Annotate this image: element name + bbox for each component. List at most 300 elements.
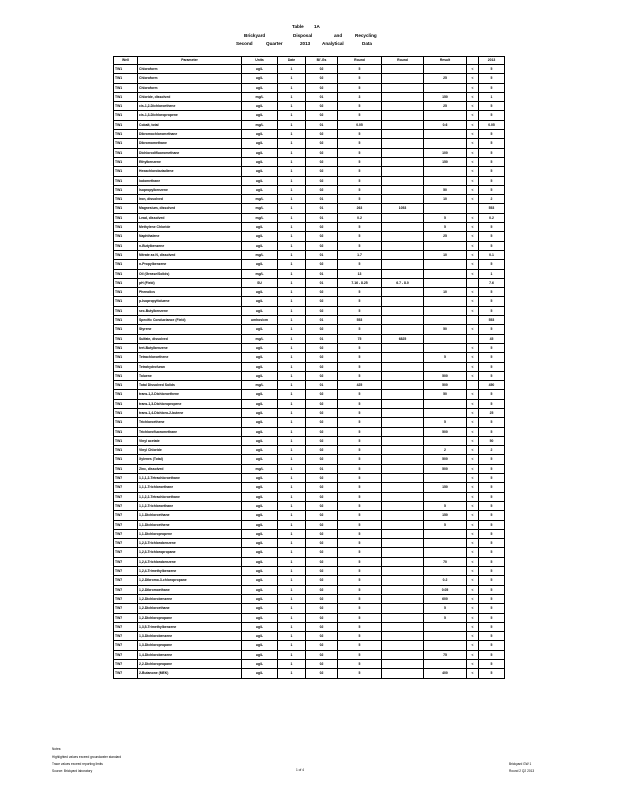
cell-qualifier: < bbox=[467, 213, 479, 222]
cell-value-2013: 5 bbox=[479, 148, 505, 157]
table-row bbox=[114, 111, 505, 120]
cell-round-b bbox=[382, 669, 424, 678]
cell-bl-gs: 02 bbox=[306, 501, 338, 510]
cell-units: ug/L bbox=[242, 74, 278, 83]
table-row bbox=[114, 660, 505, 669]
cell-round-b bbox=[382, 195, 424, 204]
cell-qualifier: < bbox=[467, 427, 479, 436]
cell-date: 1 bbox=[278, 436, 306, 445]
table-row bbox=[114, 492, 505, 501]
cell-result: 150 bbox=[424, 157, 467, 166]
table-row bbox=[114, 594, 505, 603]
cell-result: 400 bbox=[424, 669, 467, 678]
table-body bbox=[114, 65, 505, 679]
column-header-2013: 2013 bbox=[479, 57, 505, 65]
cell-units: ug/L bbox=[242, 176, 278, 185]
cell-well: TW1 bbox=[114, 343, 138, 352]
cell-well: TW7 bbox=[114, 576, 138, 585]
cell-parameter: Xylenes (Total) bbox=[138, 455, 242, 464]
cell-round-a: 5 bbox=[338, 325, 382, 334]
cell-value-2013: 5 bbox=[479, 650, 505, 659]
cell-round-a: 263 bbox=[338, 204, 382, 213]
cell-value-2013: 5 bbox=[479, 102, 505, 111]
cell-value-2013: 553 bbox=[479, 316, 505, 325]
cell-date: 1 bbox=[278, 390, 306, 399]
cell-parameter: Cobalt, total bbox=[138, 120, 242, 129]
cell-well: TW7 bbox=[114, 660, 138, 669]
cell-bl-gs: 02 bbox=[306, 362, 338, 371]
table-row bbox=[114, 223, 505, 232]
cell-qualifier: < bbox=[467, 241, 479, 250]
cell-units: mg/L bbox=[242, 464, 278, 473]
cell-round-a: 5 bbox=[338, 492, 382, 501]
cell-value-2013: 5 bbox=[479, 167, 505, 176]
cell-date: 1 bbox=[278, 371, 306, 380]
cell-parameter: 1,2,4-Trichlorobenzene bbox=[138, 557, 242, 566]
cell-round-a: 5 bbox=[338, 353, 382, 362]
cell-result: 10 bbox=[424, 250, 467, 259]
cell-result bbox=[424, 567, 467, 576]
cell-well: TW7 bbox=[114, 594, 138, 603]
cell-value-2013: 5 bbox=[479, 539, 505, 548]
cell-round-b bbox=[382, 436, 424, 445]
cell-bl-gs: 02 bbox=[306, 446, 338, 455]
cell-qualifier: < bbox=[467, 111, 479, 120]
cell-result: 150 bbox=[424, 511, 467, 520]
cell-qualifier: < bbox=[467, 436, 479, 445]
cell-well: TW1 bbox=[114, 139, 138, 148]
cell-date: 1 bbox=[278, 306, 306, 315]
cell-parameter: 1,2,4-Trimethylbenzene bbox=[138, 567, 242, 576]
table-row bbox=[114, 74, 505, 83]
cell-date: 1 bbox=[278, 641, 306, 650]
cell-parameter: 1,2,3-Trichloropropane bbox=[138, 548, 242, 557]
cell-value-2013: 5 bbox=[479, 306, 505, 315]
table-row bbox=[114, 362, 505, 371]
cell-round-b: 6.7 - 8.0 bbox=[382, 278, 424, 287]
cell-round-b bbox=[382, 297, 424, 306]
cell-bl-gs: 01 bbox=[306, 250, 338, 259]
cell-parameter: Hexachlorobutadiene bbox=[138, 167, 242, 176]
cell-date: 1 bbox=[278, 455, 306, 464]
cell-value-2013: 5 bbox=[479, 83, 505, 92]
table-row bbox=[114, 371, 505, 380]
cell-result bbox=[424, 260, 467, 269]
cell-bl-gs: 02 bbox=[306, 139, 338, 148]
cell-parameter: Toluene bbox=[138, 371, 242, 380]
cell-parameter: cis-1,2-Dichloroethene bbox=[138, 102, 242, 111]
cell-date: 1 bbox=[278, 501, 306, 510]
table-row bbox=[114, 176, 505, 185]
cell-units: ug/L bbox=[242, 557, 278, 566]
cell-bl-gs: 02 bbox=[306, 622, 338, 631]
cell-result bbox=[424, 241, 467, 250]
cell-units: SU bbox=[242, 278, 278, 287]
table-row bbox=[114, 241, 505, 250]
column-header-round-b: Round bbox=[382, 57, 424, 65]
cell-parameter: 1,1,2,2-Tetrachloroethane bbox=[138, 492, 242, 501]
table-row bbox=[114, 260, 505, 269]
cell-round-b bbox=[382, 641, 424, 650]
cell-date: 1 bbox=[278, 650, 306, 659]
cell-round-b bbox=[382, 269, 424, 278]
cell-well: TW1 bbox=[114, 83, 138, 92]
cell-qualifier: < bbox=[467, 65, 479, 74]
cell-units: ug/L bbox=[242, 241, 278, 250]
cell-round-a: 5 bbox=[338, 436, 382, 445]
cell-bl-gs: 02 bbox=[306, 74, 338, 83]
table-row bbox=[114, 232, 505, 241]
cell-well: TW7 bbox=[114, 492, 138, 501]
cell-well: TW1 bbox=[114, 288, 138, 297]
cell-units: ug/L bbox=[242, 111, 278, 120]
cell-date: 1 bbox=[278, 185, 306, 194]
cell-result bbox=[424, 399, 467, 408]
cell-round-b bbox=[382, 74, 424, 83]
cell-round-a: 13 bbox=[338, 269, 382, 278]
cell-units: ug/L bbox=[242, 455, 278, 464]
cell-parameter: 1,2-Dibromo-3-chloropropane bbox=[138, 576, 242, 585]
cell-round-b bbox=[382, 306, 424, 315]
cell-bl-gs: 01 bbox=[306, 120, 338, 129]
cell-units: ug/L bbox=[242, 362, 278, 371]
cell-bl-gs: 02 bbox=[306, 567, 338, 576]
cell-qualifier: < bbox=[467, 148, 479, 157]
cell-result: 500 bbox=[424, 455, 467, 464]
cell-well: TW1 bbox=[114, 195, 138, 204]
cell-bl-gs: 02 bbox=[306, 297, 338, 306]
cell-well: TW1 bbox=[114, 278, 138, 287]
cell-bl-gs: 02 bbox=[306, 660, 338, 669]
cell-value-2013: 5 bbox=[479, 567, 505, 576]
cell-value-2013: 5 bbox=[479, 371, 505, 380]
cell-well: TW1 bbox=[114, 157, 138, 166]
cell-units: mg/L bbox=[242, 269, 278, 278]
cell-bl-gs: 01 bbox=[306, 278, 338, 287]
cell-parameter: Trichlorofluoromethane bbox=[138, 427, 242, 436]
cell-value-2013: 5 bbox=[479, 325, 505, 334]
cell-units: ug/L bbox=[242, 548, 278, 557]
cell-date: 1 bbox=[278, 464, 306, 473]
cell-units: ug/L bbox=[242, 371, 278, 380]
cell-bl-gs: 02 bbox=[306, 176, 338, 185]
cell-value-2013: 1 bbox=[479, 269, 505, 278]
page-number: 1 of 4 bbox=[296, 768, 304, 772]
cell-bl-gs: 02 bbox=[306, 167, 338, 176]
cell-round-b bbox=[382, 343, 424, 352]
cell-qualifier: < bbox=[467, 548, 479, 557]
footer-right-line: Brickyard GW 1 bbox=[509, 762, 532, 766]
cell-units: ug/L bbox=[242, 613, 278, 622]
cell-qualifier: < bbox=[467, 520, 479, 529]
cell-value-2013: 5 bbox=[479, 511, 505, 520]
cell-value-2013: 5 bbox=[479, 529, 505, 538]
cell-result bbox=[424, 278, 467, 287]
cell-round-b bbox=[382, 83, 424, 92]
cell-round-b bbox=[382, 408, 424, 417]
cell-well: TW1 bbox=[114, 325, 138, 334]
cell-qualifier: < bbox=[467, 594, 479, 603]
title-word-analytical: Analytical bbox=[322, 41, 344, 46]
cell-well: TW1 bbox=[114, 102, 138, 111]
cell-bl-gs: 02 bbox=[306, 325, 338, 334]
cell-date: 1 bbox=[278, 148, 306, 157]
cell-round-a: 5 bbox=[338, 446, 382, 455]
cell-value-2013: 5 bbox=[479, 557, 505, 566]
cell-date: 1 bbox=[278, 65, 306, 74]
cell-qualifier: < bbox=[467, 464, 479, 473]
cell-round-a: 5 bbox=[338, 567, 382, 576]
table-row bbox=[114, 474, 505, 483]
cell-qualifier: < bbox=[467, 660, 479, 669]
cell-date: 1 bbox=[278, 204, 306, 213]
table-row bbox=[114, 446, 505, 455]
table-row bbox=[114, 613, 505, 622]
cell-round-b bbox=[382, 288, 424, 297]
cell-date: 1 bbox=[278, 334, 306, 343]
cell-units: ug/L bbox=[242, 576, 278, 585]
table-row bbox=[114, 353, 505, 362]
table-row bbox=[114, 641, 505, 650]
cell-result bbox=[424, 167, 467, 176]
cell-value-2013: 7.6 bbox=[479, 278, 505, 287]
cell-result bbox=[424, 316, 467, 325]
table-row bbox=[114, 148, 505, 157]
cell-well: TW1 bbox=[114, 408, 138, 417]
cell-well: TW1 bbox=[114, 223, 138, 232]
cell-parameter: Styrene bbox=[138, 325, 242, 334]
cell-round-a: 5 bbox=[338, 511, 382, 520]
cell-result bbox=[424, 306, 467, 315]
cell-well: TW7 bbox=[114, 669, 138, 678]
cell-round-a: 5 bbox=[338, 669, 382, 678]
cell-parameter: 1,2-Dichloropropane bbox=[138, 613, 242, 622]
cell-units: ug/L bbox=[242, 260, 278, 269]
table-row bbox=[114, 343, 505, 352]
cell-well: TW1 bbox=[114, 353, 138, 362]
table-row bbox=[114, 539, 505, 548]
cell-parameter: Specific Conductance (Field) bbox=[138, 316, 242, 325]
cell-parameter: trans-1,2-Dichloroethene bbox=[138, 390, 242, 399]
cell-result: 25 bbox=[424, 232, 467, 241]
title-word-disposal: Disposal bbox=[293, 33, 313, 38]
cell-date: 1 bbox=[278, 418, 306, 427]
cell-value-2013: 5 bbox=[479, 660, 505, 669]
cell-result: 150 bbox=[424, 483, 467, 492]
cell-round-a: 5 bbox=[338, 176, 382, 185]
cell-parameter: Vinyl Chloride bbox=[138, 446, 242, 455]
cell-qualifier bbox=[467, 204, 479, 213]
cell-round-a: 5 bbox=[338, 650, 382, 659]
cell-bl-gs: 02 bbox=[306, 548, 338, 557]
cell-date: 1 bbox=[278, 195, 306, 204]
cell-parameter: cis-1,3-Dichloropropene bbox=[138, 111, 242, 120]
cell-well: TW7 bbox=[114, 529, 138, 538]
cell-round-a: 5 bbox=[338, 557, 382, 566]
cell-value-2013: 5 bbox=[479, 483, 505, 492]
cell-value-2013: 0.1 bbox=[479, 250, 505, 259]
cell-value-2013: 5 bbox=[479, 576, 505, 585]
cell-value-2013: 5 bbox=[479, 632, 505, 641]
cell-value-2013: 5 bbox=[479, 130, 505, 139]
cell-date: 1 bbox=[278, 557, 306, 566]
cell-units: ug/L bbox=[242, 660, 278, 669]
cell-date: 1 bbox=[278, 316, 306, 325]
column-header-qualifier bbox=[467, 57, 479, 65]
cell-qualifier bbox=[467, 334, 479, 343]
cell-parameter: 1,3,5-Trimethylbenzene bbox=[138, 622, 242, 631]
table-row bbox=[114, 520, 505, 529]
cell-round-b bbox=[382, 157, 424, 166]
cell-value-2013: 5 bbox=[479, 74, 505, 83]
cell-value-2013: 450 bbox=[479, 381, 505, 390]
cell-bl-gs: 02 bbox=[306, 492, 338, 501]
cell-qualifier: < bbox=[467, 343, 479, 352]
cell-qualifier: < bbox=[467, 632, 479, 641]
cell-value-2013: 5 bbox=[479, 260, 505, 269]
cell-date: 1 bbox=[278, 585, 306, 594]
cell-well: TW1 bbox=[114, 176, 138, 185]
cell-units: ug/L bbox=[242, 353, 278, 362]
cell-date: 1 bbox=[278, 576, 306, 585]
cell-value-2013: 5 bbox=[479, 669, 505, 678]
cell-units: ug/L bbox=[242, 130, 278, 139]
cell-units: ug/L bbox=[242, 390, 278, 399]
cell-well: TW1 bbox=[114, 455, 138, 464]
cell-bl-gs: 01 bbox=[306, 195, 338, 204]
cell-qualifier: < bbox=[467, 455, 479, 464]
cell-bl-gs: 02 bbox=[306, 427, 338, 436]
cell-well: TW1 bbox=[114, 167, 138, 176]
cell-round-b bbox=[382, 362, 424, 371]
cell-units: ug/L bbox=[242, 650, 278, 659]
cell-parameter: 1,2-Dibromoethane bbox=[138, 585, 242, 594]
cell-result: 5 bbox=[424, 613, 467, 622]
cell-value-2013: 5 bbox=[479, 176, 505, 185]
cell-value-2013: 50 bbox=[479, 436, 505, 445]
cell-bl-gs: 02 bbox=[306, 539, 338, 548]
cell-result: 25 bbox=[424, 102, 467, 111]
cell-date: 1 bbox=[278, 622, 306, 631]
cell-result: 150 bbox=[424, 92, 467, 101]
cell-date: 1 bbox=[278, 529, 306, 538]
cell-result: 50 bbox=[424, 325, 467, 334]
cell-date: 1 bbox=[278, 74, 306, 83]
cell-round-a: 425 bbox=[338, 381, 382, 390]
cell-result bbox=[424, 111, 467, 120]
cell-result: 5 bbox=[424, 213, 467, 222]
cell-round-a: 5 bbox=[338, 102, 382, 111]
cell-qualifier: < bbox=[467, 408, 479, 417]
cell-round-b bbox=[382, 185, 424, 194]
column-header-date: Date bbox=[278, 57, 306, 65]
cell-units: ug/L bbox=[242, 148, 278, 157]
cell-date: 1 bbox=[278, 176, 306, 185]
cell-well: TW1 bbox=[114, 446, 138, 455]
cell-qualifier: < bbox=[467, 511, 479, 520]
cell-well: TW1 bbox=[114, 74, 138, 83]
cell-bl-gs: 02 bbox=[306, 594, 338, 603]
table-row bbox=[114, 464, 505, 473]
table-row bbox=[114, 65, 505, 74]
cell-round-a: 5 bbox=[338, 594, 382, 603]
cell-round-a: 5 bbox=[338, 148, 382, 157]
cell-parameter: Dibromochloromethane bbox=[138, 130, 242, 139]
cell-well: TW7 bbox=[114, 501, 138, 510]
cell-units: ug/L bbox=[242, 669, 278, 678]
cell-result bbox=[424, 204, 467, 213]
cell-round-a: 5 bbox=[338, 223, 382, 232]
cell-round-b: 6825 bbox=[382, 334, 424, 343]
cell-bl-gs: 01 bbox=[306, 269, 338, 278]
cell-result bbox=[424, 83, 467, 92]
title-word-year: 2013 bbox=[300, 41, 311, 46]
cell-date: 1 bbox=[278, 399, 306, 408]
cell-qualifier: < bbox=[467, 306, 479, 315]
cell-round-a: 5 bbox=[338, 520, 382, 529]
cell-date: 1 bbox=[278, 83, 306, 92]
cell-round-b bbox=[382, 325, 424, 334]
cell-round-b bbox=[382, 139, 424, 148]
cell-value-2013: 5 bbox=[479, 455, 505, 464]
cell-bl-gs: 02 bbox=[306, 223, 338, 232]
cell-qualifier: < bbox=[467, 371, 479, 380]
cell-bl-gs: 02 bbox=[306, 157, 338, 166]
cell-qualifier: < bbox=[467, 167, 479, 176]
title-word-table: Table bbox=[292, 24, 304, 29]
cell-round-a: 5 bbox=[338, 632, 382, 641]
cell-bl-gs: 02 bbox=[306, 232, 338, 241]
cell-date: 1 bbox=[278, 567, 306, 576]
cell-result: 10 bbox=[424, 288, 467, 297]
cell-date: 1 bbox=[278, 120, 306, 129]
cell-date: 1 bbox=[278, 362, 306, 371]
cell-round-a: 1.7 bbox=[338, 250, 382, 259]
cell-bl-gs: 02 bbox=[306, 632, 338, 641]
cell-well: TW1 bbox=[114, 436, 138, 445]
cell-value-2013: 553 bbox=[479, 204, 505, 213]
cell-parameter: 2-Butanone (MEK) bbox=[138, 669, 242, 678]
cell-date: 1 bbox=[278, 111, 306, 120]
cell-well: TW1 bbox=[114, 362, 138, 371]
cell-bl-gs: 02 bbox=[306, 529, 338, 538]
cell-parameter: 1,3-Dichloropropane bbox=[138, 641, 242, 650]
cell-qualifier: < bbox=[467, 269, 479, 278]
cell-bl-gs: 02 bbox=[306, 557, 338, 566]
table-row bbox=[114, 306, 505, 315]
cell-parameter: Iron, dissolved bbox=[138, 195, 242, 204]
cell-well: TW7 bbox=[114, 650, 138, 659]
table-row bbox=[114, 297, 505, 306]
table-row bbox=[114, 408, 505, 417]
cell-round-b bbox=[382, 92, 424, 101]
cell-value-2013: 5 bbox=[479, 185, 505, 194]
cell-units: ug/L bbox=[242, 501, 278, 510]
cell-bl-gs: 02 bbox=[306, 520, 338, 529]
cell-value-2013: 25 bbox=[479, 408, 505, 417]
title-word-brickyard: Brickyard bbox=[244, 33, 266, 38]
cell-round-a: 5 bbox=[338, 464, 382, 473]
cell-well: TW7 bbox=[114, 511, 138, 520]
cell-well: TW1 bbox=[114, 334, 138, 343]
cell-value-2013: 5 bbox=[479, 232, 505, 241]
title-word-recycling: Recycling bbox=[355, 33, 377, 38]
cell-qualifier: < bbox=[467, 297, 479, 306]
cell-well: TW7 bbox=[114, 548, 138, 557]
cell-result bbox=[424, 139, 467, 148]
cell-result: 5 bbox=[424, 604, 467, 613]
cell-qualifier: < bbox=[467, 650, 479, 659]
